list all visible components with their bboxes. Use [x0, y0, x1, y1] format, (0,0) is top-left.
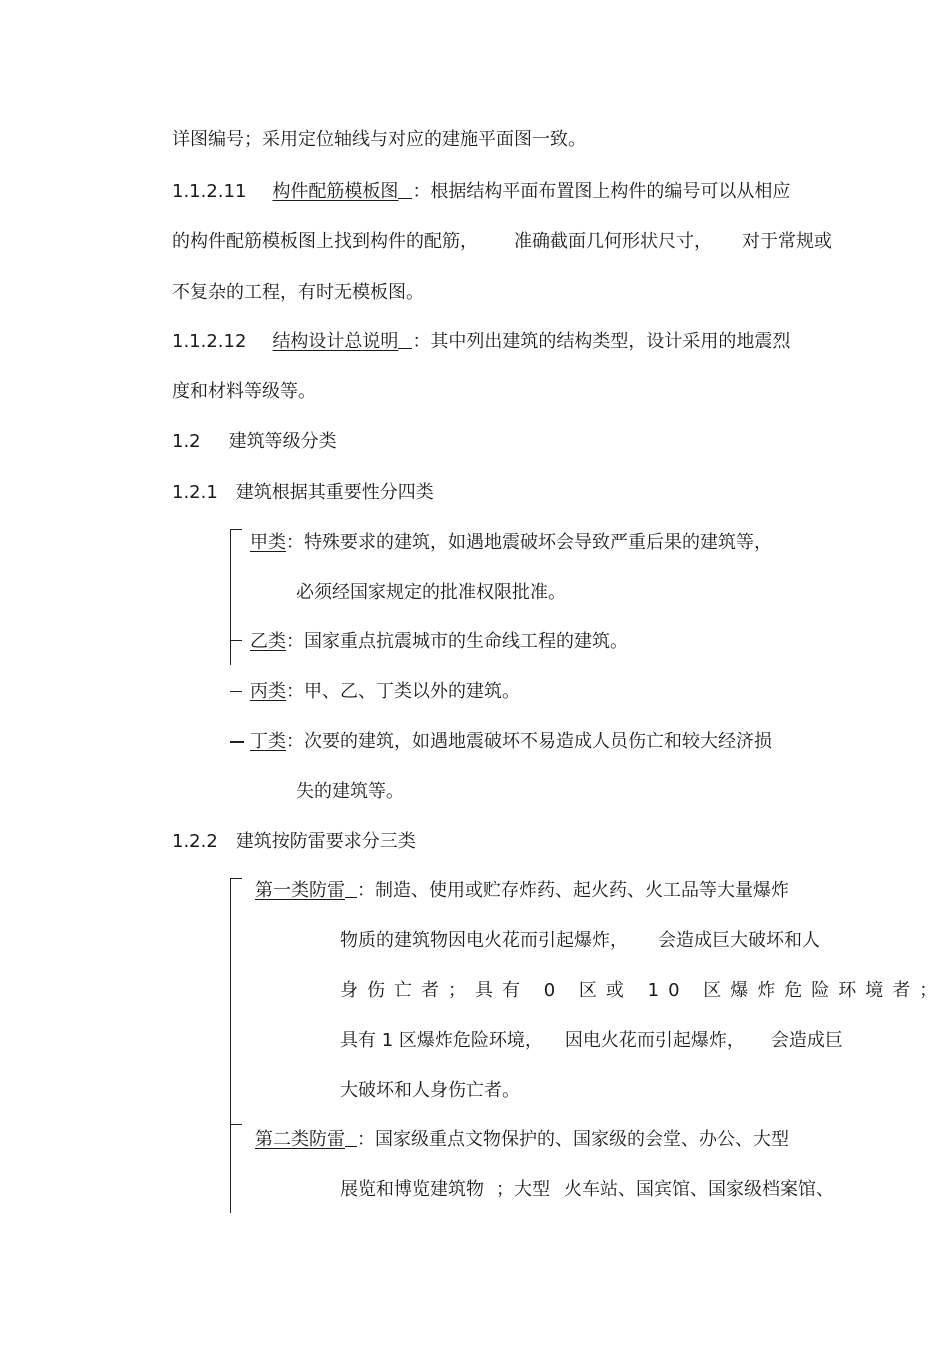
dash-mark	[230, 691, 242, 692]
dash-mark	[230, 741, 244, 743]
paragraph-line: 物质的建筑物因电火花而引起爆炸， 会造成巨大破坏和人	[340, 930, 820, 951]
section-definition: ：根据结构平面布置图上构件的编号可以从相应	[412, 181, 791, 202]
section-number: 1.1.2.12	[172, 331, 247, 352]
bracket-tick	[230, 878, 242, 879]
class-b: 乙类：国家重点抗震城市的生命线工程的建筑。	[250, 631, 628, 652]
heading-1-2: 1.2 建筑等级分类	[172, 431, 337, 452]
bracket	[230, 529, 231, 665]
section-term: 结构设计总说明	[272, 331, 399, 352]
heading-1-2-1: 1.2.1 建筑根据其重要性分四类	[172, 482, 434, 503]
class-label: 乙类	[250, 631, 286, 652]
lightning-class-1: 第一类防雷 ：制造、使用或贮存炸药、起火药、火工品等大量爆炸	[255, 880, 789, 901]
paragraph-line: 具有 1 区爆炸危险环境， 因电火花而引起爆炸， 会造成巨	[340, 1030, 843, 1051]
class-label: 丁类	[250, 731, 286, 752]
section-1-1-2-11	[172, 180, 790, 204]
bracket-tick	[230, 640, 242, 641]
paragraph-line: 身伤亡者；具有 0 区或 10 区爆炸危险环境者；	[340, 980, 947, 1001]
paragraph-line: 展览和博览建筑物 ；大型 火车站、国宾馆、国家级档案馆、	[340, 1179, 834, 1200]
paragraph-line: 的构件配筋模板图上找到构件的配筋， 准确截面几何形状尺寸， 对于常规或	[172, 231, 832, 252]
class-d: 丁类：次要的建筑，如遇地震破坏不易造成人员伤亡和较大经济损	[250, 731, 772, 752]
bracket	[230, 878, 231, 1213]
lightning-class-2: 第二类防雷 ：国家级重点文物保护的、国家级的会堂、办公、大型	[255, 1129, 789, 1150]
section-number: 1.1.2.11	[172, 181, 247, 202]
section-1-1-2-12	[172, 330, 790, 354]
paragraph-line: 度和材料等级等。	[172, 381, 316, 402]
class-c: 丙类：甲、乙、丁类以外的建筑。	[250, 681, 520, 702]
heading-1-2-2: 1.2.2 建筑按防雷要求分三类	[172, 831, 416, 852]
class-label: 甲类	[250, 532, 286, 553]
section-term: 构件配筋模板图	[272, 181, 399, 202]
class-a: 甲类：特殊要求的建筑，如遇地震破坏会导致严重后果的建筑等，	[250, 532, 772, 553]
bracket-tick	[230, 1124, 242, 1125]
paragraph-line: 不复杂的工程，有时无模板图。	[172, 282, 424, 303]
paragraph-line: 大破坏和人身伤亡者。	[340, 1080, 520, 1101]
section-definition: ：其中列出建筑的结构类型，设计采用的地震烈	[412, 331, 791, 352]
paragraph-line: 详图编号；采用定位轴线与对应的建施平面图一致。	[172, 129, 586, 150]
paragraph-line: 失的建筑等。	[296, 781, 404, 802]
class-label: 第二类防雷	[255, 1129, 345, 1150]
class-label: 丙类	[250, 681, 286, 702]
class-label: 第一类防雷	[255, 880, 345, 901]
paragraph-line: 必须经国家规定的批准权限批准。	[296, 582, 566, 603]
bracket-tick	[230, 529, 242, 530]
